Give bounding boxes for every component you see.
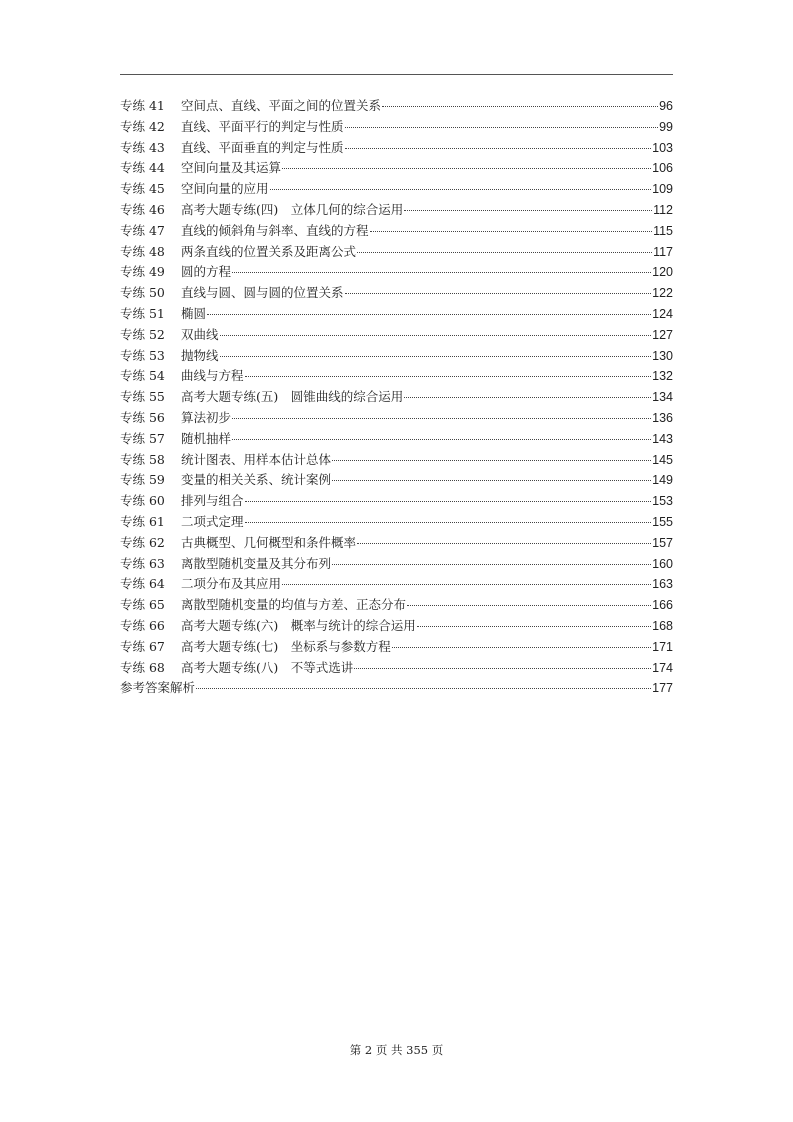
entry-number: 专练 56 [120,409,165,425]
entry-page: 136 [652,410,673,425]
dot-leader [404,396,651,398]
entry-page: 145 [652,452,673,467]
entry-number: 专练 45 [120,181,165,197]
header-rule [120,74,673,75]
dot-leader [245,375,652,377]
toc-entry[interactable] [120,512,673,533]
entry-page: 166 [652,598,673,613]
dot-leader [282,167,651,169]
dot-leader [382,105,658,107]
entry-page: 130 [652,348,673,363]
entry-number: 专练 54 [120,368,165,384]
entry-title: 两条直线的位置关系及距离公式 [181,243,357,259]
entry-page: 103 [652,140,673,155]
entry-title: 古典概型、几何概型和条件概率 [181,534,357,550]
toc-entry[interactable] [120,554,673,575]
toc-entry[interactable] [120,387,673,408]
entry-page: 168 [652,618,673,633]
entry-number: 专练 51 [120,305,165,321]
entry-title: 高考大题专练(五) 圆锥曲线的综合运用 [181,389,404,405]
entry-title: 曲线与方程 [181,368,244,384]
toc-entry[interactable] [120,450,673,471]
entry-title: 高考大题专练(六) 概率与统计的综合运用 [181,617,416,633]
toc-entry[interactable] [120,595,673,616]
dot-leader [345,147,652,149]
entry-number: 专练 67 [120,638,165,654]
entry-page: 163 [652,577,673,592]
entry-page: 174 [652,660,673,675]
entry-number: 专练 59 [120,472,165,488]
entry-title: 直线、平面平行的判定与性质 [181,118,344,134]
dot-leader [232,417,651,419]
entry-number: 专练 47 [120,222,165,238]
table-of-contents [120,96,673,699]
entry-page: 99 [659,119,673,134]
entry-number: 专练 50 [120,285,165,301]
entry-page: 157 [652,535,673,550]
toc-entry[interactable] [120,678,673,699]
dot-leader [404,209,652,211]
entry-page: 160 [652,556,673,571]
entry-page: 132 [652,369,673,384]
entry-title: 高考大题专练(四) 立体几何的综合运用 [181,201,404,217]
toc-entry[interactable] [120,616,673,637]
dot-leader [357,251,652,253]
entry-title: 双曲线 [181,326,219,342]
dot-leader [245,521,652,523]
toc-entry[interactable] [120,408,673,429]
toc-entry[interactable] [120,637,673,658]
entry-page: 124 [652,306,673,321]
entry-number: 专练 66 [120,617,165,633]
entry-title: 直线的倾斜角与斜率、直线的方程 [181,222,369,238]
entry-title: 空间向量及其运算 [181,160,282,176]
dot-leader [345,292,652,294]
toc-entry[interactable] [120,221,673,242]
entry-title: 直线、平面垂直的判定与性质 [181,139,344,155]
toc-entry[interactable] [120,574,673,595]
entry-page: 106 [652,161,673,176]
toc-entry[interactable] [120,200,673,221]
toc-entry[interactable] [120,242,673,263]
entry-page: 177 [652,681,673,696]
entry-number: 专练 60 [120,493,165,509]
dot-leader [207,313,651,315]
dot-leader [245,500,652,502]
entry-number: 专练 58 [120,451,165,467]
toc-entry[interactable] [120,262,673,283]
toc-entry[interactable] [120,366,673,387]
entry-number: 专练 63 [120,555,165,571]
toc-entry[interactable] [120,429,673,450]
entry-number: 专练 61 [120,513,165,529]
entry-page: 134 [652,390,673,405]
dot-leader [345,126,659,128]
dot-leader [232,271,651,273]
dot-leader [282,583,651,585]
entry-page: 96 [659,99,673,113]
toc-entry[interactable] [120,346,673,367]
entry-number: 专练 42 [120,118,165,134]
toc-entry[interactable] [120,179,673,200]
entry-number: 专练 49 [120,264,165,280]
entry-number: 专练 57 [120,430,165,446]
entry-title: 二项式定理 [181,513,244,529]
entry-title: 抛物线 [181,347,219,363]
entry-title: 二项分布及其应用 [181,576,282,592]
entry-page: 112 [653,202,673,217]
dot-leader [354,667,651,669]
page-footer: 第 2 页 共 355 页 [349,1043,444,1057]
entry-title: 空间点、直线、平面之间的位置关系 [181,98,382,113]
toc-entry[interactable] [120,658,673,679]
dot-leader [357,542,651,544]
entry-page: 155 [652,514,673,529]
entry-page: 149 [652,473,673,488]
dot-leader [332,479,651,481]
entry-title: 直线与圆、圆与圆的位置关系 [181,285,344,301]
entry-page: 127 [652,327,673,342]
dot-leader [370,230,653,232]
entry-number: 专练 52 [120,326,165,342]
toc-entry[interactable] [120,158,673,179]
toc-entry[interactable] [120,117,673,138]
dot-leader [196,687,651,689]
entry-number: 专练 48 [120,243,165,259]
entry-title: 随机抽样 [181,430,232,446]
entry-number: 专练 55 [120,389,165,405]
entry-number: 专练 53 [120,347,165,363]
entry-number: 专练 41 [120,98,165,113]
entry-title: 椭圆 [181,305,207,321]
entry-title: 空间向量的应用 [181,181,269,197]
entry-page: 109 [652,182,673,197]
dot-leader [270,188,652,190]
entry-title: 算法初步 [181,409,232,425]
entry-title: 变量的相关关系、统计案例 [181,472,332,488]
dot-leader [232,438,651,440]
toc-entry[interactable] [120,491,673,512]
dot-leader [220,334,652,336]
entry-number: 专练 46 [120,201,165,217]
entry-title: 圆的方程 [181,264,232,280]
entry-title: 高考大题专练(八) 不等式选讲 [181,659,354,675]
entry-page: 115 [653,223,673,238]
entry-number: 专练 43 [120,139,165,155]
entry-title: 统计图表、用样本估计总体 [181,451,332,467]
dot-leader [392,646,651,648]
entry-page: 153 [652,494,673,509]
entry-page: 171 [652,639,673,654]
entry-number: 专练 64 [120,576,165,592]
toc-entry[interactable] [120,138,673,159]
toc-entry[interactable] [120,283,673,304]
dot-leader [332,563,651,565]
dot-leader [220,355,652,357]
entry-title: 排列与组合 [181,493,244,509]
toc-entry[interactable] [120,470,673,491]
entry-number: 专练 65 [120,597,165,613]
entry-page: 120 [652,265,673,280]
entry-title: 离散型随机变量的均值与方差、正态分布 [181,597,407,613]
toc-entry[interactable] [120,304,673,325]
entry-page: 117 [653,244,673,259]
toc-entry[interactable] [120,533,673,554]
dot-leader [417,625,651,627]
toc-entry[interactable] [120,325,673,346]
toc-entry[interactable] [120,96,673,117]
entry-title: 离散型随机变量及其分布列 [181,555,332,571]
entry-page: 143 [652,431,673,446]
entry-number: 专练 68 [120,659,165,675]
entry-title: 高考大题专练(七) 坐标系与参数方程 [181,638,391,654]
entry-title: 参考答案解析 [120,680,196,696]
dot-leader [407,604,651,606]
entry-page: 122 [652,286,673,301]
dot-leader [332,459,651,461]
entry-number: 专练 44 [120,160,165,176]
entry-number: 专练 62 [120,534,165,550]
